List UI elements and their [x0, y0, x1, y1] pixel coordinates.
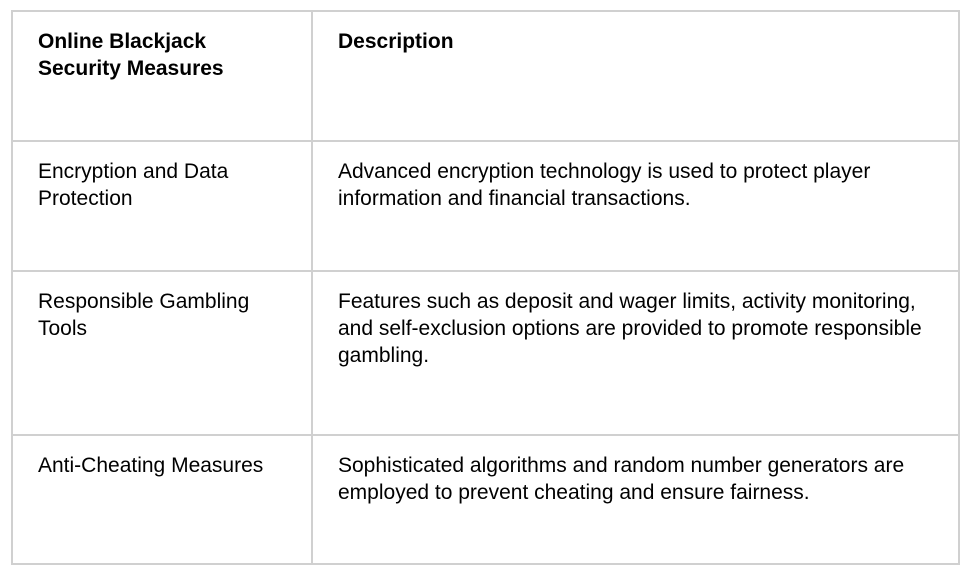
measure-cell: Responsible Gambling Tools — [12, 271, 312, 435]
description-cell: Features such as deposit and wager limits, activity monitoring, and self-exclusion options are provided to promote responsible gambling. — [312, 271, 959, 435]
measure-cell: Encryption and Data Protection — [12, 141, 312, 271]
table-row — [12, 435, 959, 564]
table-header-row — [12, 11, 959, 141]
table-row — [12, 271, 959, 435]
description-cell: Advanced encryption technology is used to protect player information and financial transactions. — [312, 141, 959, 271]
description-cell: Sophisticated algorithms and random number generators are employed to prevent cheating and ensure fairness. — [312, 435, 959, 564]
measure-cell: Anti-Cheating Measures — [12, 435, 312, 564]
column-header-description: Description — [312, 11, 959, 141]
security-measures-table — [11, 10, 960, 565]
column-header-measure: Online Blackjack Security Measures — [12, 11, 312, 141]
table-row — [12, 141, 959, 271]
